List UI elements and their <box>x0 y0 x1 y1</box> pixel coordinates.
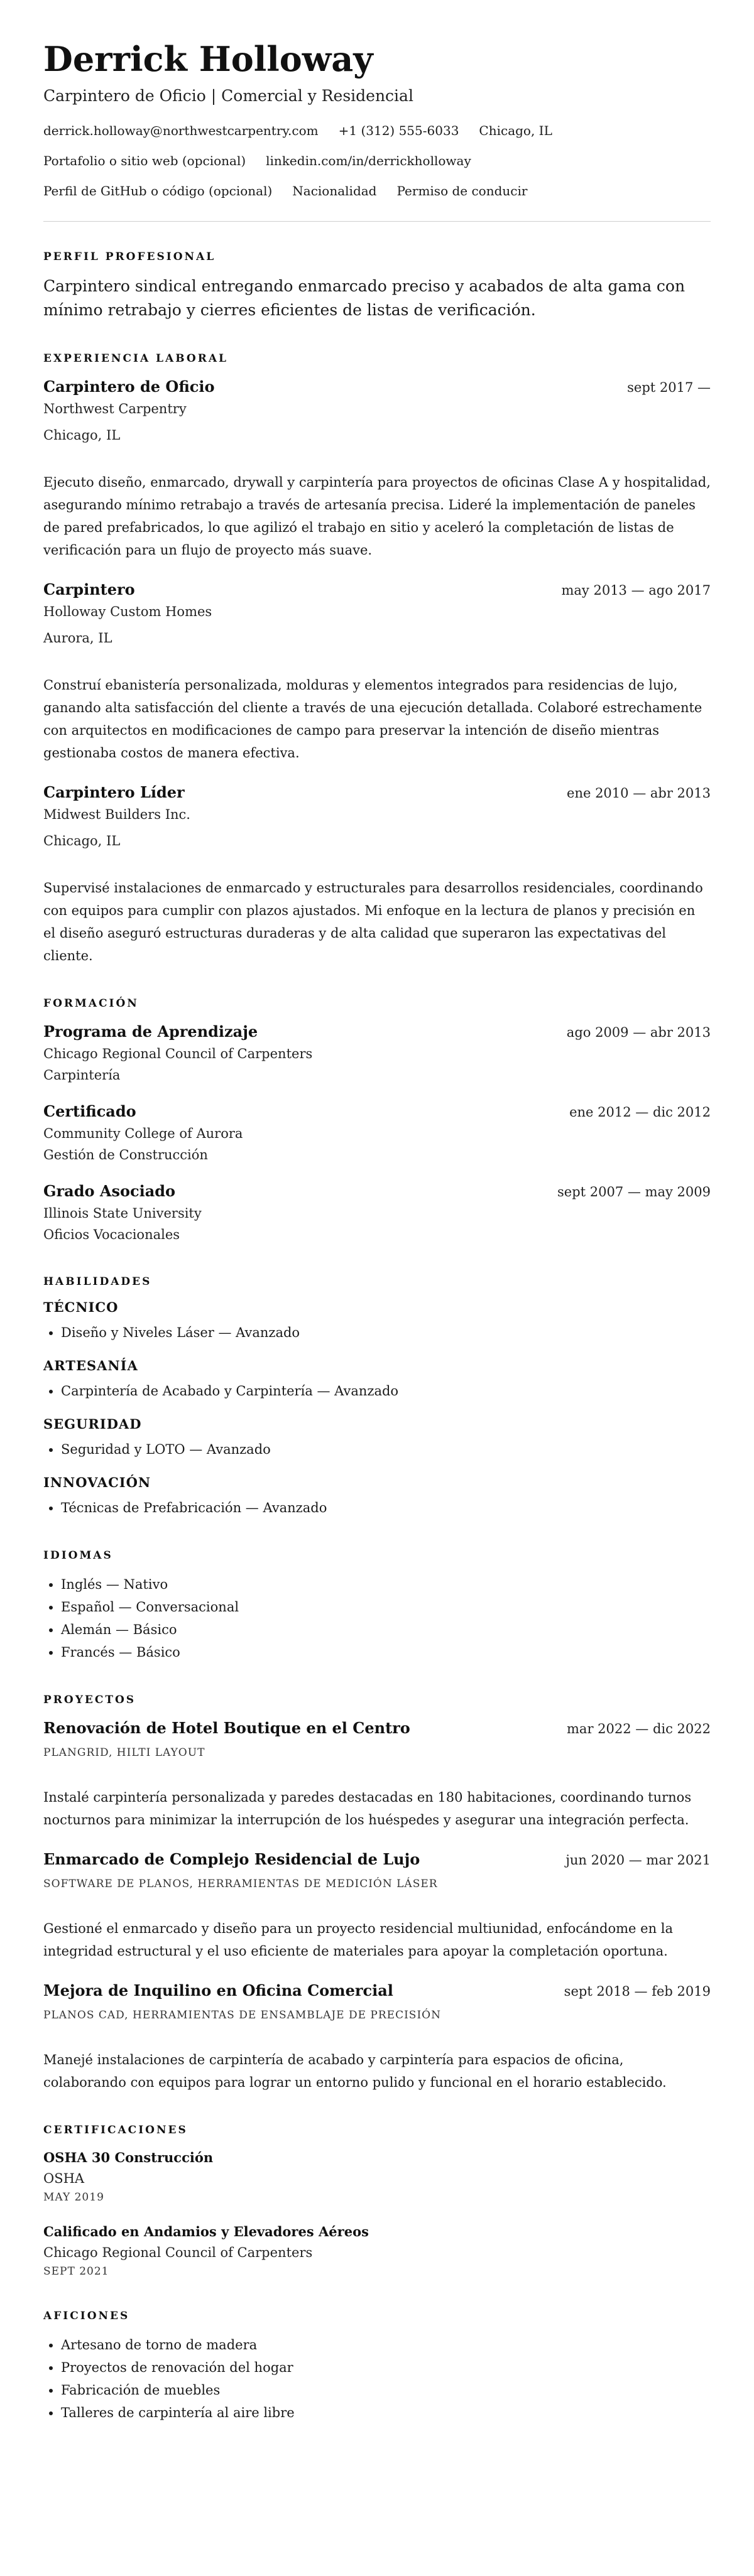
education-date: sept 2007 — may 2009 <box>557 1184 711 1199</box>
experience-location: Chicago, IL <box>43 833 121 848</box>
skill-list <box>43 1321 711 1344</box>
experience-date: may 2013 — ago 2017 <box>561 583 711 598</box>
education-degree: Certificado <box>43 1102 136 1120</box>
experience-role: Carpintero <box>43 580 135 598</box>
certification-name: OSHA 30 Construcción <box>43 2150 214 2165</box>
education-field: Gestión de Construcción <box>43 1147 208 1162</box>
experience-location: Aurora, IL <box>43 630 112 646</box>
contact-location: Chicago, IL <box>479 123 552 138</box>
candidate-name: Derrick Holloway <box>43 39 373 79</box>
education-field: Oficios Vocacionales <box>43 1227 180 1242</box>
project-description: Instalé carpintería personalizada y paredes destacadas en 180 habitaciones, coordinando turnos nocturnos para minimizar la interrupción de los huéspedes y asegurar una integración perfecta. <box>43 1790 692 1827</box>
project-tools: PLANGRID, HILTI LAYOUT <box>43 1746 205 1759</box>
language-item: • Inglés — Nativo <box>61 1573 711 1596</box>
experience-entry <box>43 782 711 967</box>
hobby-item: • Artesano de torno de madera <box>61 2334 711 2356</box>
skill-list <box>43 1380 711 1402</box>
experience-role: Carpintero Líder <box>43 783 185 801</box>
language-item: • Alemán — Básico <box>61 1618 711 1641</box>
certification-date: SEPT 2021 <box>43 2265 109 2278</box>
project-date: mar 2022 — dic 2022 <box>567 1721 711 1736</box>
certification-issuer: Chicago Regional Council of Carpenters <box>43 2245 313 2260</box>
hobby-item: • Talleres de carpintería al aire libre <box>61 2401 711 2424</box>
project-name: Mejora de Inquilino en Oficina Comercial <box>43 1981 393 2000</box>
certification-issuer: OSHA <box>43 2171 85 2186</box>
experience-entry <box>43 376 711 561</box>
experience-company: Northwest Carpentry <box>43 401 187 416</box>
experience-date: sept 2017 — <box>627 380 711 395</box>
section-summary <box>43 251 711 322</box>
contact-linkedin[interactable]: linkedin.com/in/derrickholloway <box>266 153 471 168</box>
project-date: sept 2018 — feb 2019 <box>564 1984 711 1999</box>
certification-name: Calificado en Andamios y Elevadores Aéreos <box>43 2224 369 2239</box>
hobby-item: • Proyectos de renovación del hogar <box>61 2356 711 2379</box>
contact-email[interactable]: derrick.holloway@northwestcarpentry.com <box>43 123 319 138</box>
certification-date: MAY 2019 <box>43 2191 104 2204</box>
certification-entry <box>43 2222 711 2280</box>
education-school: Community College of Aurora <box>43 1126 243 1141</box>
education-school: Illinois State University <box>43 1206 202 1221</box>
contact-row-2 <box>43 152 711 170</box>
section-experience <box>43 352 711 967</box>
skill-item: • Técnicas de Prefabricación — Avanzado <box>61 1496 711 1519</box>
language-item: • Francés — Básico <box>61 1641 711 1664</box>
section-title-education: FORMACIÓN <box>43 997 139 1010</box>
section-hobbies <box>43 2310 711 2424</box>
project-description: Manejé instalaciones de carpintería de acabado y carpintería para espacios de oficina, colaborando con equipos para lograr un entorno pulido y funcional en el horario establecido. <box>43 2052 667 2090</box>
experience-description: Ejecuto diseño, enmarcado, drywall y carpintería para proyectos de oficinas Clase A y hospitalidad, asegurando mínimo retrabajo a través de artesanía precisa. Lideré la implementación de paneles de pared prefabricados, lo que agilizó el trabajo en sitio y aceleró la completación de listas de verificación para un flujo de proyecto más suave. <box>43 475 711 558</box>
hobby-item: • Fabricación de muebles <box>61 2379 711 2401</box>
education-school: Chicago Regional Council of Carpenters <box>43 1046 313 1061</box>
skill-item: • Seguridad y LOTO — Avanzado <box>61 1438 711 1461</box>
project-entry <box>43 1718 711 1831</box>
section-projects <box>43 1694 711 2094</box>
section-title-experience: EXPERIENCIA LABORAL <box>43 352 228 365</box>
section-education <box>43 997 711 1245</box>
skill-group-title: ARTESANÍA <box>43 1358 138 1373</box>
section-title-summary: PERFIL PROFESIONAL <box>43 251 216 263</box>
experience-entry <box>43 579 711 764</box>
skill-group-title: INNOVACIÓN <box>43 1475 151 1490</box>
candidate-subtitle: Carpintero de Oficio | Comercial y Residencial <box>43 87 413 105</box>
project-entry <box>43 1980 711 2094</box>
header-divider <box>43 221 711 222</box>
section-title-projects: PROYECTOS <box>43 1694 136 1706</box>
section-title-hobbies: AFICIONES <box>43 2310 130 2322</box>
project-name: Renovación de Hotel Boutique en el Centro <box>43 1719 410 1737</box>
project-entry <box>43 1849 711 1962</box>
education-field: Carpintería <box>43 1068 121 1083</box>
project-tools: SOFTWARE DE PLANOS, HERRAMIENTAS DE MEDICIÓN LÁSER <box>43 1878 438 1890</box>
contact-nationality: Nacionalidad <box>292 183 377 198</box>
skill-list <box>43 1496 711 1519</box>
skill-group-title: SEGURIDAD <box>43 1416 142 1432</box>
education-date: ago 2009 — abr 2013 <box>566 1025 711 1040</box>
experience-role: Carpintero de Oficio <box>43 377 215 396</box>
contact-phone[interactable]: +1 (312) 555-6033 <box>338 123 459 138</box>
education-entry <box>43 1101 711 1166</box>
summary-text: Carpintero sindical entregando enmarcado preciso y acabados de alta gama con mínimo retrabajo y cierres eficientes de listas de verificación. <box>43 277 686 319</box>
contact-github[interactable]: Perfil de GitHub o código (opcional) <box>43 183 273 198</box>
contact-driving-license: Permiso de conducir <box>396 183 528 198</box>
hobby-list <box>43 2334 711 2424</box>
experience-location: Chicago, IL <box>43 428 121 443</box>
experience-company: Holloway Custom Homes <box>43 604 212 619</box>
skill-item: • Diseño y Niveles Láser — Avanzado <box>61 1321 711 1344</box>
education-degree: Grado Asociado <box>43 1182 176 1200</box>
section-languages <box>43 1549 711 1664</box>
education-entry <box>43 1021 711 1086</box>
education-date: ene 2012 — dic 2012 <box>569 1105 711 1120</box>
contact-portfolio[interactable]: Portafolio o sitio web (opcional) <box>43 153 246 168</box>
certification-entry <box>43 2148 711 2205</box>
experience-company: Midwest Builders Inc. <box>43 807 190 822</box>
experience-description: Construí ebanistería personalizada, molduras y elementos integrados para residencias de lujo, ganando alta satisfacción del cliente a través de una ejecución detallada. Colaboré estrechamente con arquitectos en modificaciones de campo para preservar la intención de diseño mientras gestionaba costos de manera efectiva. <box>43 678 702 760</box>
section-title-certifications: CERTIFICACIONES <box>43 2124 188 2136</box>
section-certifications <box>43 2124 711 2280</box>
experience-date: ene 2010 — abr 2013 <box>567 786 711 801</box>
language-item: • Español — Conversacional <box>61 1596 711 1618</box>
education-entry <box>43 1181 711 1245</box>
project-tools: PLANOS CAD, HERRAMIENTAS DE ENSAMBLAJE DE PRECISIÓN <box>43 2009 441 2021</box>
project-date: jun 2020 — mar 2021 <box>566 1853 711 1868</box>
section-title-skills: HABILIDADES <box>43 1275 152 1288</box>
skill-group-title: TÉCNICO <box>43 1299 119 1315</box>
project-description: Gestioné el enmarcado y diseño para un proyecto residencial multiunidad, enfocándome en la integridad estructural y el uso eficiente de materiales para apoyar la completación oportuna. <box>43 1921 674 1959</box>
contact-row-3 <box>43 182 711 200</box>
skill-list <box>43 1438 711 1461</box>
education-degree: Programa de Aprendizaje <box>43 1022 258 1041</box>
skill-item: • Carpintería de Acabado y Carpintería — Avanzado <box>61 1380 711 1402</box>
section-skills <box>43 1275 711 1519</box>
language-list <box>43 1573 711 1664</box>
project-name: Enmarcado de Complejo Residencial de Lujo <box>43 1850 420 1868</box>
section-title-languages: IDIOMAS <box>43 1549 113 1562</box>
contact-row-1 <box>43 122 711 139</box>
resume-header <box>43 39 711 200</box>
experience-description: Supervisé instalaciones de enmarcado y estructurales para desarrollos residenciales, coordinando con equipos para cumplir con plazos ajustados. Mi enfoque en la lectura de planos y precisión en el diseño aseguró estructuras duraderas y de alta calidad que superaron las expectativas del cliente. <box>43 880 703 963</box>
